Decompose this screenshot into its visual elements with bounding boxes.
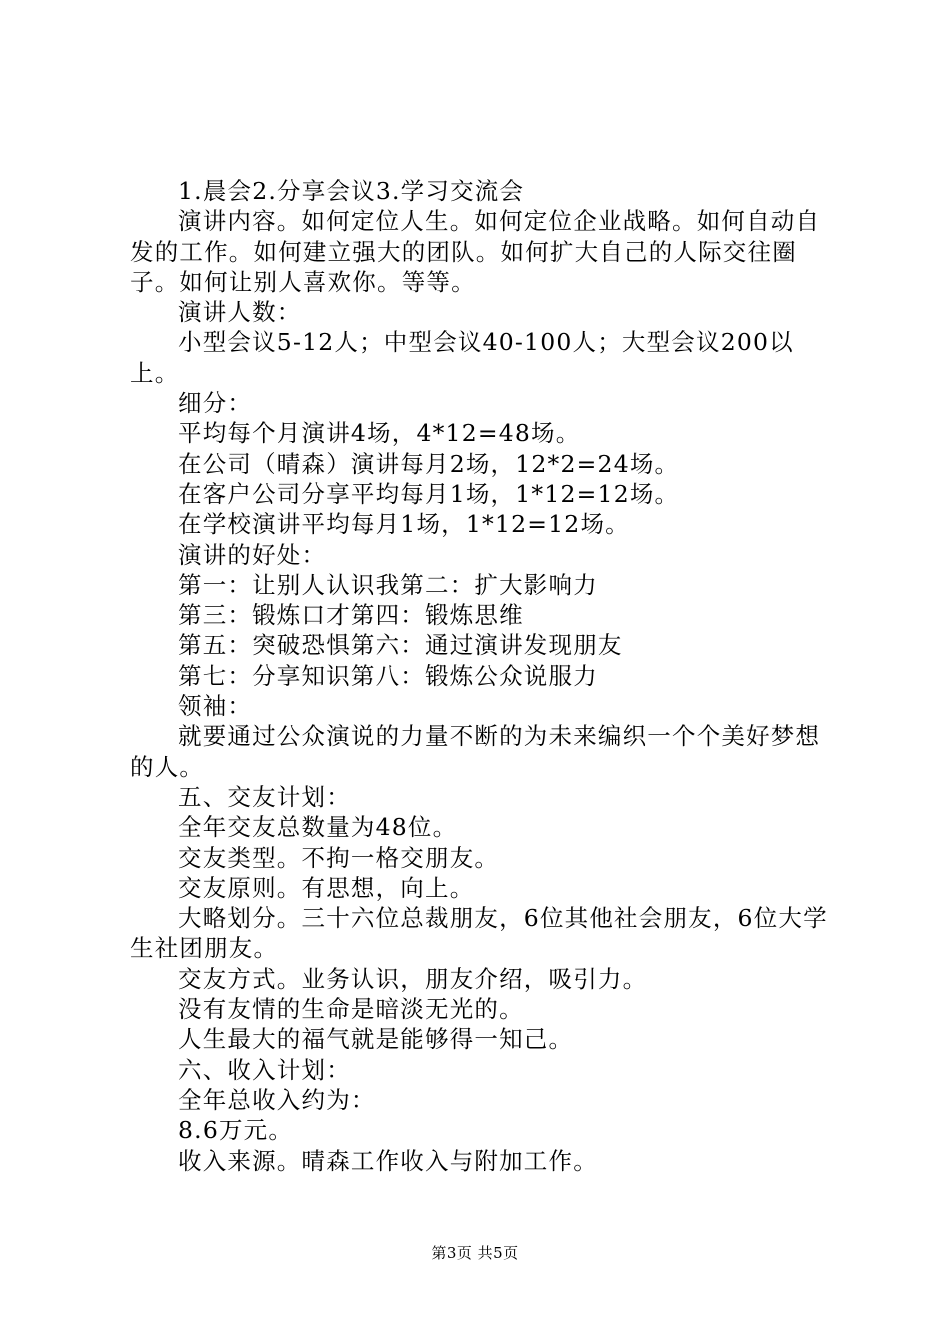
- page-number-footer: 第3页 共5页: [431, 1244, 519, 1262]
- paragraph: 交友类型。不拘一格交朋友。: [178, 843, 500, 872]
- section-heading: 五、交友计划：: [178, 782, 351, 811]
- section-heading: 六、收入计划：: [178, 1055, 351, 1084]
- paragraph: 在学校演讲平均每月1场，1*12=12场。: [178, 510, 630, 539]
- paragraph: 全年总收入约为：: [178, 1085, 376, 1114]
- paragraph: 8.6万元。: [178, 1116, 294, 1145]
- paragraph: 第五：突破恐惧第六：通过演讲发现朋友: [178, 631, 623, 660]
- paragraph: 人生最大的福气就是能够得一知己。: [178, 1025, 574, 1054]
- paragraph: 演讲内容。如何定位人生。如何定位企业战略。如何自动自发的工作。如何建立强大的团队。如何扩大自己的人际交往圈子。如何让别人喜欢你。等等。: [130, 207, 821, 296]
- paragraph: 第三：锻炼口才第四：锻炼思维: [178, 601, 524, 630]
- paragraph: 交友原则。有思想，向上。: [178, 873, 475, 902]
- paragraph: 演讲的好处：: [178, 540, 327, 569]
- paragraph: 大略划分。三十六位总裁朋友，6位其他社会朋友，6位大学生社团朋友。: [130, 904, 828, 963]
- paragraph: 领袖：: [178, 692, 253, 721]
- paragraph: 平均每个月演讲4场，4*12=48场。: [178, 419, 581, 448]
- paragraph: 演讲人数：: [178, 298, 302, 327]
- paragraph: 收入来源。晴森工作收入与附加工作。: [178, 1146, 598, 1175]
- paragraph: 交友方式。业务认识，朋友介绍，吸引力。: [178, 964, 648, 993]
- paragraph: 就要通过公众演说的力量不断的为未来编织一个个美好梦想的人。: [130, 722, 821, 781]
- paragraph: 没有友情的生命是暗淡无光的。: [178, 995, 524, 1024]
- document-body: [130, 176, 835, 1176]
- paragraph: 第七：分享知识第八：锻炼公众说服力: [178, 661, 598, 690]
- paragraph: 在公司（晴森）演讲每月2场，12*2=24场。: [178, 449, 680, 478]
- paragraph: 细分：: [178, 389, 253, 418]
- paragraph: 全年交友总数量为48位。: [178, 813, 458, 842]
- paragraph: 在客户公司分享平均每月1场，1*12=12场。: [178, 479, 680, 508]
- paragraph: 1.晨会2.分享会议3.学习交流会: [178, 177, 525, 205]
- paragraph: 小型会议5-12人；中型会议40-100人；大型会议200以上。: [130, 328, 794, 387]
- paragraph: 第一：让别人认识我第二：扩大影响力: [178, 570, 598, 599]
